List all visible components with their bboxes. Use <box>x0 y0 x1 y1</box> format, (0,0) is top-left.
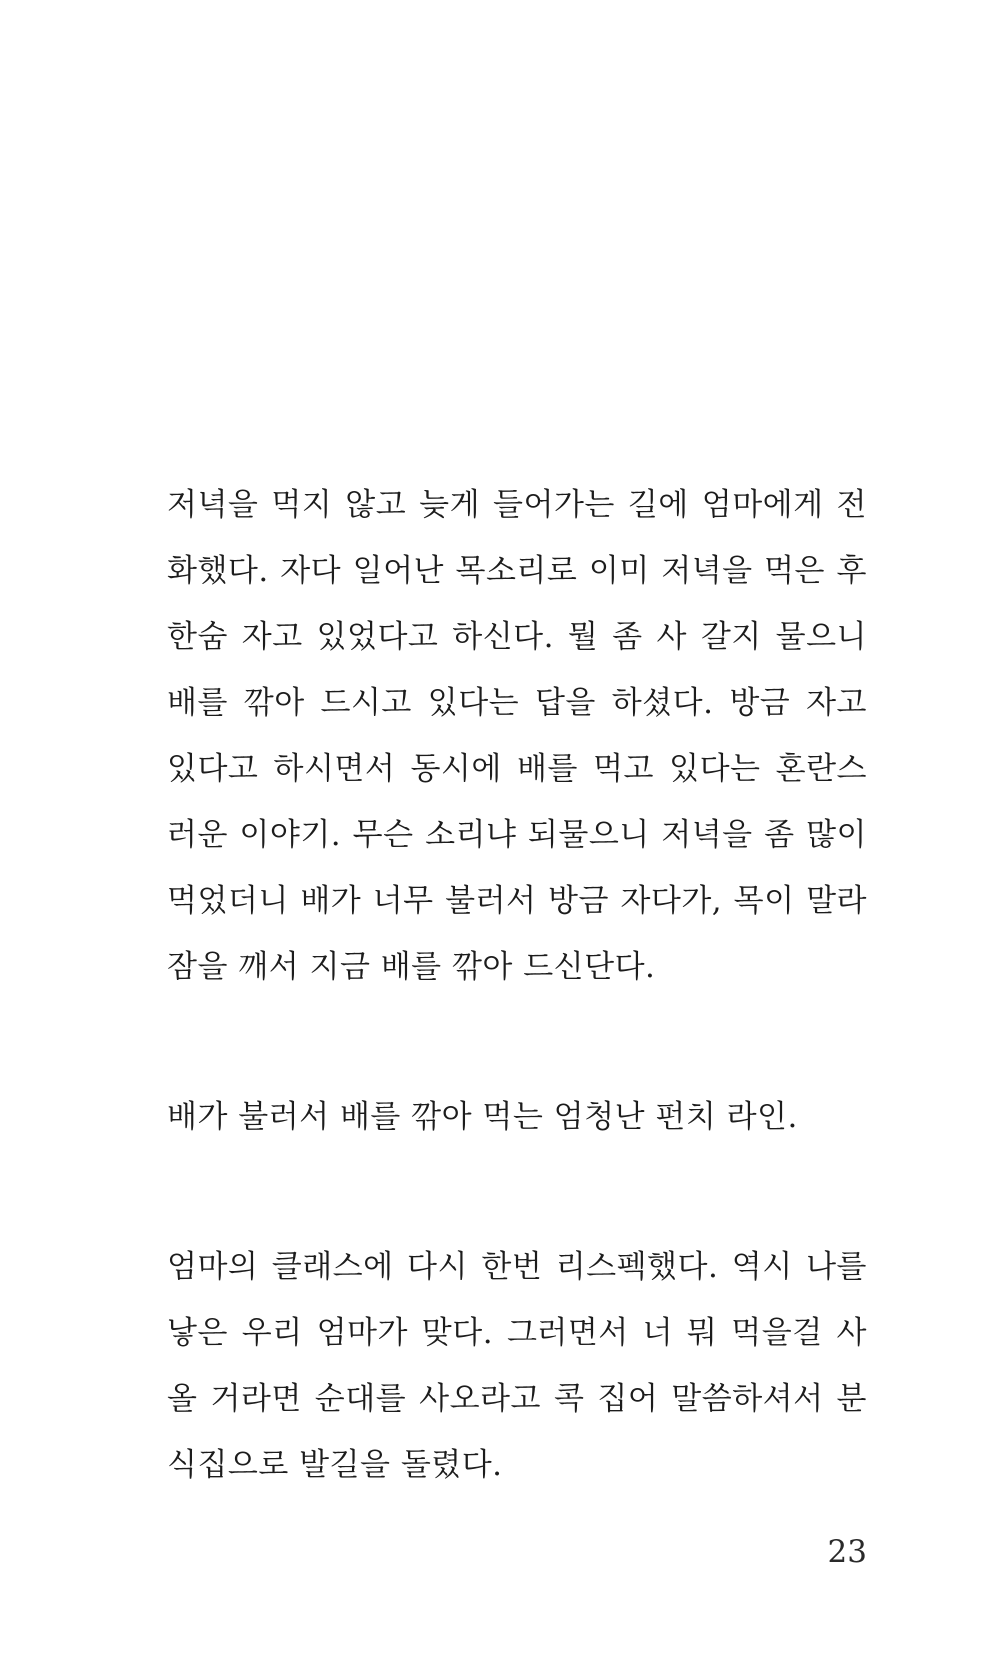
page-number: 23 <box>827 1534 867 1570</box>
body-text <box>167 472 867 1498</box>
paragraph-3: 엄마의 클래스에 다시 한번 리스펙했다. 역시 나를 낳은 우리 엄마가 맞다. 그러면서 너 뭐 먹을걸 사 올 거라면 순대를 사오라고 콕 집어 말씀하셔서 분식집으로 발길을 돌렸다. <box>167 1249 867 1483</box>
paragraph-2: 배가 불러서 배를 깎아 먹는 엄청난 펀치 라인. <box>167 1099 798 1135</box>
paragraph-1: 저녁을 먹지 않고 늦게 들어가는 길에 엄마에게 전화했다. 자다 일어난 목소리로 이미 저녁을 먹은 후 한숨 자고 있었다고 하신다. 뭘 좀 사 갈지 물으니 배를 깎아 드시고 있다는 답을 하셨다. 방금 자고 있다고 하시면서 동시에 배를 먹고 있다는 혼란스러운 이야기. 무슨 소리냐 되물으니 저녁을 좀 많이 먹었더니 배가 너무 불러서 방금 자다가, 목이 말라 잠을 깨서 지금 배를 깎아 드신단다. <box>167 487 867 985</box>
